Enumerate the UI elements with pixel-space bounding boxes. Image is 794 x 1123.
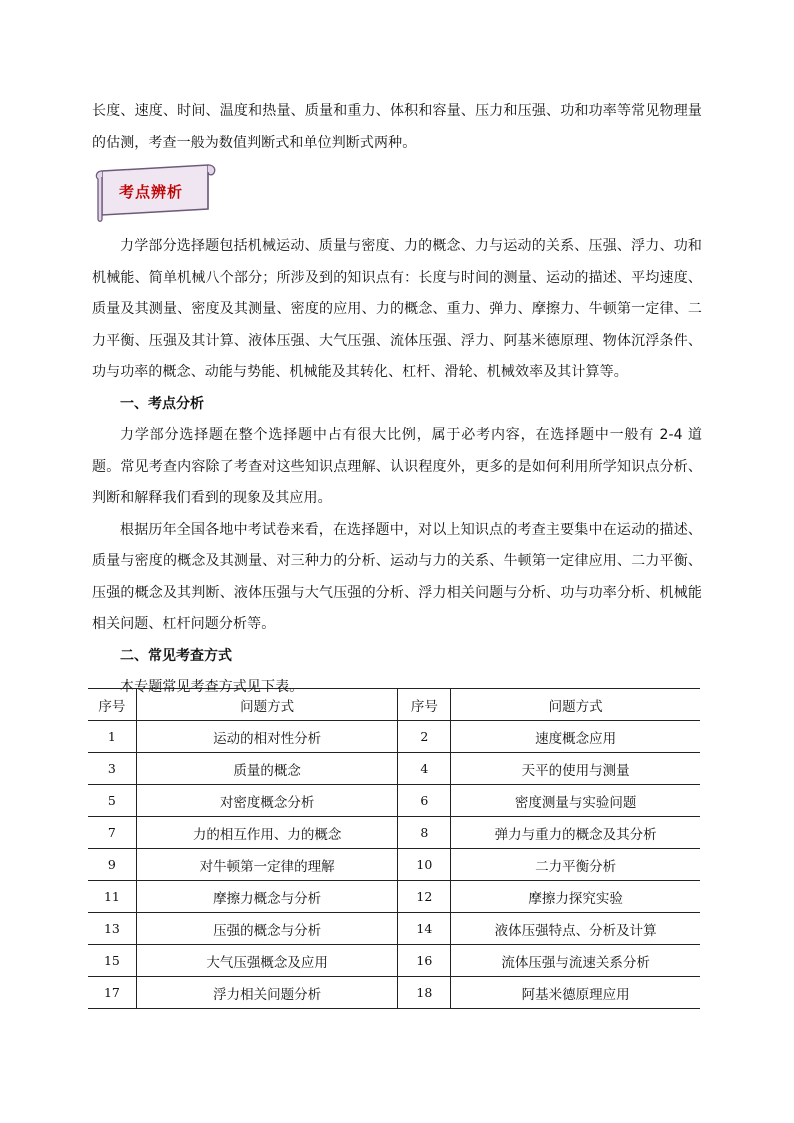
table-row: [88, 945, 700, 977]
table-row: [88, 721, 700, 753]
row-method-left: 对密度概念分析: [136, 785, 398, 817]
row-method-left: 摩擦力概念与分析: [136, 881, 398, 913]
section2-heading: 二、常见考查方式: [120, 647, 232, 664]
table-row: [88, 785, 700, 817]
document-page: [92, 96, 702, 704]
row-method-right: 流体压强与流速关系分析: [451, 945, 700, 977]
header-index-1: 序号: [88, 689, 136, 721]
row-index-right: 8: [398, 817, 451, 849]
row-index-right: 4: [398, 753, 451, 785]
table-row: [88, 913, 700, 945]
table-row: [88, 977, 700, 1009]
row-method-right: 弹力与重力的概念及其分析: [451, 817, 700, 849]
overview-paragraph: 力学部分选择题包括机械运动、质量与密度、力的概念、力与运动的关系、压强、浮力、功和机械能、简单机械八个部分；所涉及到的知识点有：长度与时间的测量、运动的描述、平均速度、质量及其测量、密度及其测量、密度的应用、力的概念、重力、弹力、摩擦力、牛顿第一定律、二力平衡、压强及其计算、液体压强、大气压强、流体压强、浮力、阿基米德原理、物体沉浮条件、功与功率的概念、动能与势能、机械能及其转化、杠杆、滑轮、机械效率及其计算等。: [92, 238, 702, 380]
row-method-right: 二力平衡分析: [451, 849, 700, 881]
row-method-right: 液体压强特点、分析及计算: [451, 913, 700, 945]
row-method-left: 质量的概念: [136, 753, 398, 785]
row-method-left: 大气压强概念及应用: [136, 945, 398, 977]
row-method-left: 浮力相关问题分析: [136, 977, 398, 1009]
row-index-left: 13: [88, 913, 136, 945]
row-method-left: 对牛顿第一定律的理解: [136, 849, 398, 881]
row-method-left: 力的相互作用、力的概念: [136, 817, 398, 849]
row-index-left: 15: [88, 945, 136, 977]
row-index-left: 9: [88, 849, 136, 881]
section-banner: [92, 161, 217, 223]
row-method-left: 运动的相对性分析: [136, 721, 398, 753]
table-header-row: [88, 689, 700, 721]
table-row: [88, 753, 700, 785]
row-index-right: 2: [398, 721, 451, 753]
table-row: [88, 849, 700, 881]
row-method-right: 天平的使用与测量: [451, 753, 700, 785]
row-index-left: 1: [88, 721, 136, 753]
header-method-1: 问题方式: [136, 689, 398, 721]
row-index-left: 17: [88, 977, 136, 1009]
intro-paragraph: 长度、速度、时间、温度和热量、质量和重力、体积和容量、压力和压强、功和功率等常见物理量的估测，考查一般为数值判断式和单位判断式两种。: [92, 103, 702, 151]
row-index-right: 16: [398, 945, 451, 977]
table-row: [88, 881, 700, 913]
row-index-right: 12: [398, 881, 451, 913]
exam-methods-table: [88, 688, 700, 1009]
row-method-right: 速度概念应用: [451, 721, 700, 753]
header-index-2: 序号: [398, 689, 451, 721]
row-method-right: 密度测量与实验问题: [451, 785, 700, 817]
section1-paragraph-2: 根据历年全国各地中考试卷来看，在选择题中，对以上知识点的考查主要集中在运动的描述、质量与密度的概念及其测量、对三种力的分析、运动与力的关系、牛顿第一定律应用、二力平衡、压强的概念及其判断、液体压强与大气压强的分析、浮力相关问题与分析、功与功率分析、机械能相关问题、杠杆问题分析等。: [92, 521, 702, 632]
row-index-right: 10: [398, 849, 451, 881]
row-index-left: 11: [88, 881, 136, 913]
row-index-right: 18: [398, 977, 451, 1009]
header-method-2: 问题方式: [451, 689, 700, 721]
table-row: [88, 817, 700, 849]
row-index-left: 5: [88, 785, 136, 817]
row-method-right: 阿基米德原理应用: [451, 977, 700, 1009]
banner-label: 考点辨析: [119, 183, 184, 201]
row-index-left: 7: [88, 817, 136, 849]
section1-paragraph-1: 力学部分选择题在整个选择题中占有很大比例，属于必考内容，在选择题中一般有 2-4 道题。常见考查内容除了考查对这些知识点理解、认识程度外，更多的是如何利用所学知识点分析、判断和解释我们看到的现象及其应用。: [92, 427, 702, 506]
section1-heading: 一、考点分析: [120, 395, 204, 412]
row-index-left: 3: [88, 753, 136, 785]
row-method-left: 压强的概念与分析: [136, 913, 398, 945]
row-index-right: 6: [398, 785, 451, 817]
section2-intro: 本专题常见考查方式见下表。: [120, 679, 304, 695]
row-method-right: 摩擦力探究实验: [451, 881, 700, 913]
row-index-right: 14: [398, 913, 451, 945]
